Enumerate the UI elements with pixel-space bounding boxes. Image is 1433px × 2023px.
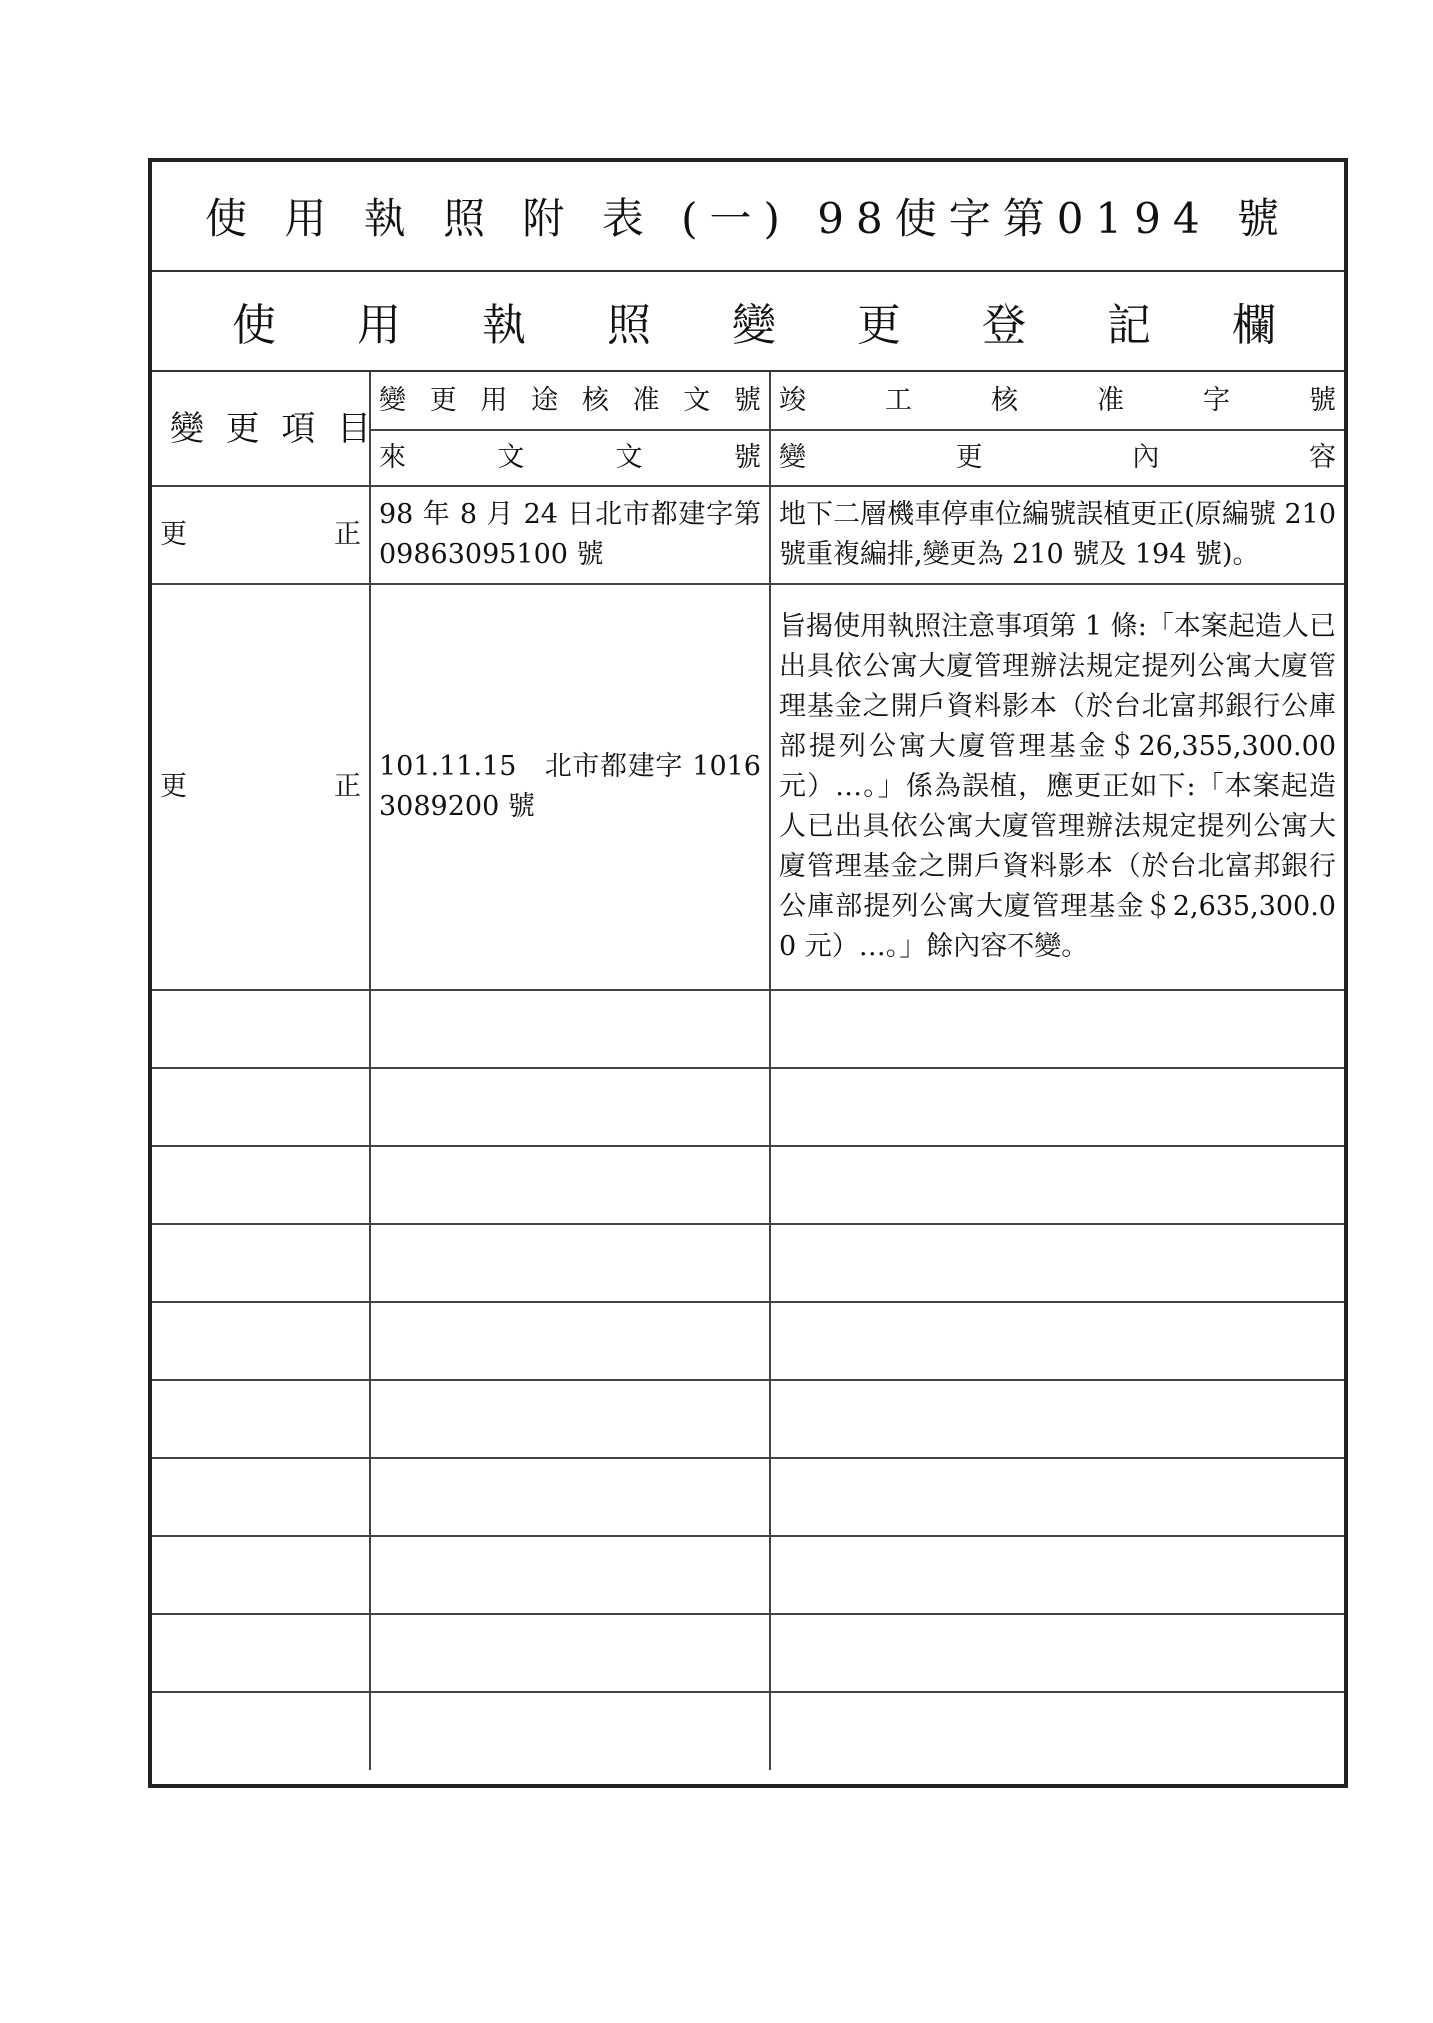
empty-cell [370,1380,770,1458]
entry-reference: 98 年 8 月 24 日北市都建字第 09863095100 號 [370,486,770,584]
empty-cell [152,990,370,1068]
header-char: 准 [632,384,660,416]
empty-cell [770,1224,1344,1302]
table-row [152,486,1344,584]
form-title: 使 用 執 照 附 表 (一) 98使字第0194 號 [152,162,1344,272]
empty-row [152,1302,1344,1380]
empty-cell [770,1692,1344,1770]
empty-cell [370,1692,770,1770]
empty-row [152,1146,1344,1224]
empty-cell [152,1302,370,1380]
form-subtitle [152,272,1344,372]
subtitle-char: 照 [607,300,651,351]
empty-row [152,1614,1344,1692]
subtitle-char: 記 [1107,300,1151,351]
header-char: 號 [733,384,761,416]
header-char: 工 [885,384,912,416]
entry-item-char: 正 [334,771,361,802]
subtitle-char: 變 [732,300,776,351]
empty-row [152,1380,1344,1458]
header-char: 更 [429,384,457,416]
empty-cell [370,1614,770,1692]
subtitle-char: 使 [232,300,276,351]
header-char: 途 [531,384,559,416]
empty-cell [370,1224,770,1302]
table-row [152,584,1344,990]
empty-cell [152,1692,370,1770]
empty-cell [152,1068,370,1146]
empty-cell [370,1146,770,1224]
empty-row [152,1224,1344,1302]
subtitle-char: 執 [482,300,526,351]
header-char: 來 [379,442,406,473]
empty-cell [770,1146,1344,1224]
entry-item [152,584,370,990]
header-char: 變 [379,384,406,416]
header-char: 更 [225,408,260,449]
header-char: 更 [955,442,983,473]
header-char: 變 [170,408,204,449]
header-approval-doc [370,372,770,430]
registration-form [148,158,1348,1788]
header-incoming-doc [370,430,770,486]
entry-item-char: 更 [160,771,187,802]
empty-cell [770,1068,1344,1146]
empty-cell [770,1458,1344,1536]
header-char: 號 [733,442,761,473]
empty-row [152,1536,1344,1614]
header-char: 核 [581,384,609,416]
entry-item-char: 正 [334,519,361,550]
header-completion [770,372,1344,430]
header-char: 目 [336,408,371,449]
empty-row [152,990,1344,1068]
entry-content: 旨揭使用執照注意事項第 1 條:「本案起造人已出具依公寓大廈管理辦法規定提列公寓大廈管理基金之開戶資料影本（於台北富邦銀行公庫部提列公寓大廈管理基金＄26,355,300.00 元）…。」係為誤植，應更正如下:「本案起造人已出具依公寓大廈管理辦法規定提列公寓大廈管理基金之開戶資料影本（於台北富邦銀行公庫部提列公寓大廈管理基金＄2,635,300.00 元）…。」餘內容不變。 [770,584,1344,990]
header-char: 容 [1308,442,1336,473]
empty-row [152,1692,1344,1770]
header-char: 准 [1097,384,1124,416]
header-char: 變 [779,442,806,473]
header-row [152,372,1344,430]
empty-cell [770,990,1344,1068]
subtitle-char: 登 [982,300,1026,351]
header-char: 號 [1309,384,1336,416]
empty-cell [370,1458,770,1536]
empty-cell [152,1224,370,1302]
header-char: 竣 [779,384,806,416]
header-char: 核 [991,384,1018,416]
empty-cell [152,1536,370,1614]
header-item [152,372,370,486]
header-content [770,430,1344,486]
entry-item [152,486,370,584]
empty-cell [152,1380,370,1458]
empty-cell [152,1458,370,1536]
empty-cell [370,1536,770,1614]
empty-row [152,1458,1344,1536]
empty-cell [152,1614,370,1692]
entry-reference: 101.11.15 北市都建字 10163089200 號 [370,584,770,990]
entry-content: 地下二層機車停車位編號誤植更正(原編號 210 號重複編排,變更為 210 號及 194 號)。 [770,486,1344,584]
header-char: 文 [615,442,643,473]
empty-cell [770,1380,1344,1458]
subtitle-char: 更 [857,300,901,351]
empty-cell [370,1068,770,1146]
subtitle-char: 用 [357,300,401,351]
empty-cell [370,1302,770,1380]
empty-cell [370,990,770,1068]
header-char: 文 [497,442,525,473]
change-table [152,372,1344,1770]
empty-cell [770,1302,1344,1380]
empty-row [152,1068,1344,1146]
subtitle-char: 欄 [1232,300,1276,351]
empty-cell [152,1146,370,1224]
header-char: 項 [281,408,316,449]
header-char: 字 [1203,384,1230,416]
header-char: 內 [1132,442,1160,473]
empty-cell [770,1614,1344,1692]
header-char: 用 [480,384,508,416]
header-char: 文 [683,384,711,416]
empty-cell [770,1536,1344,1614]
entry-item-char: 更 [160,519,187,550]
